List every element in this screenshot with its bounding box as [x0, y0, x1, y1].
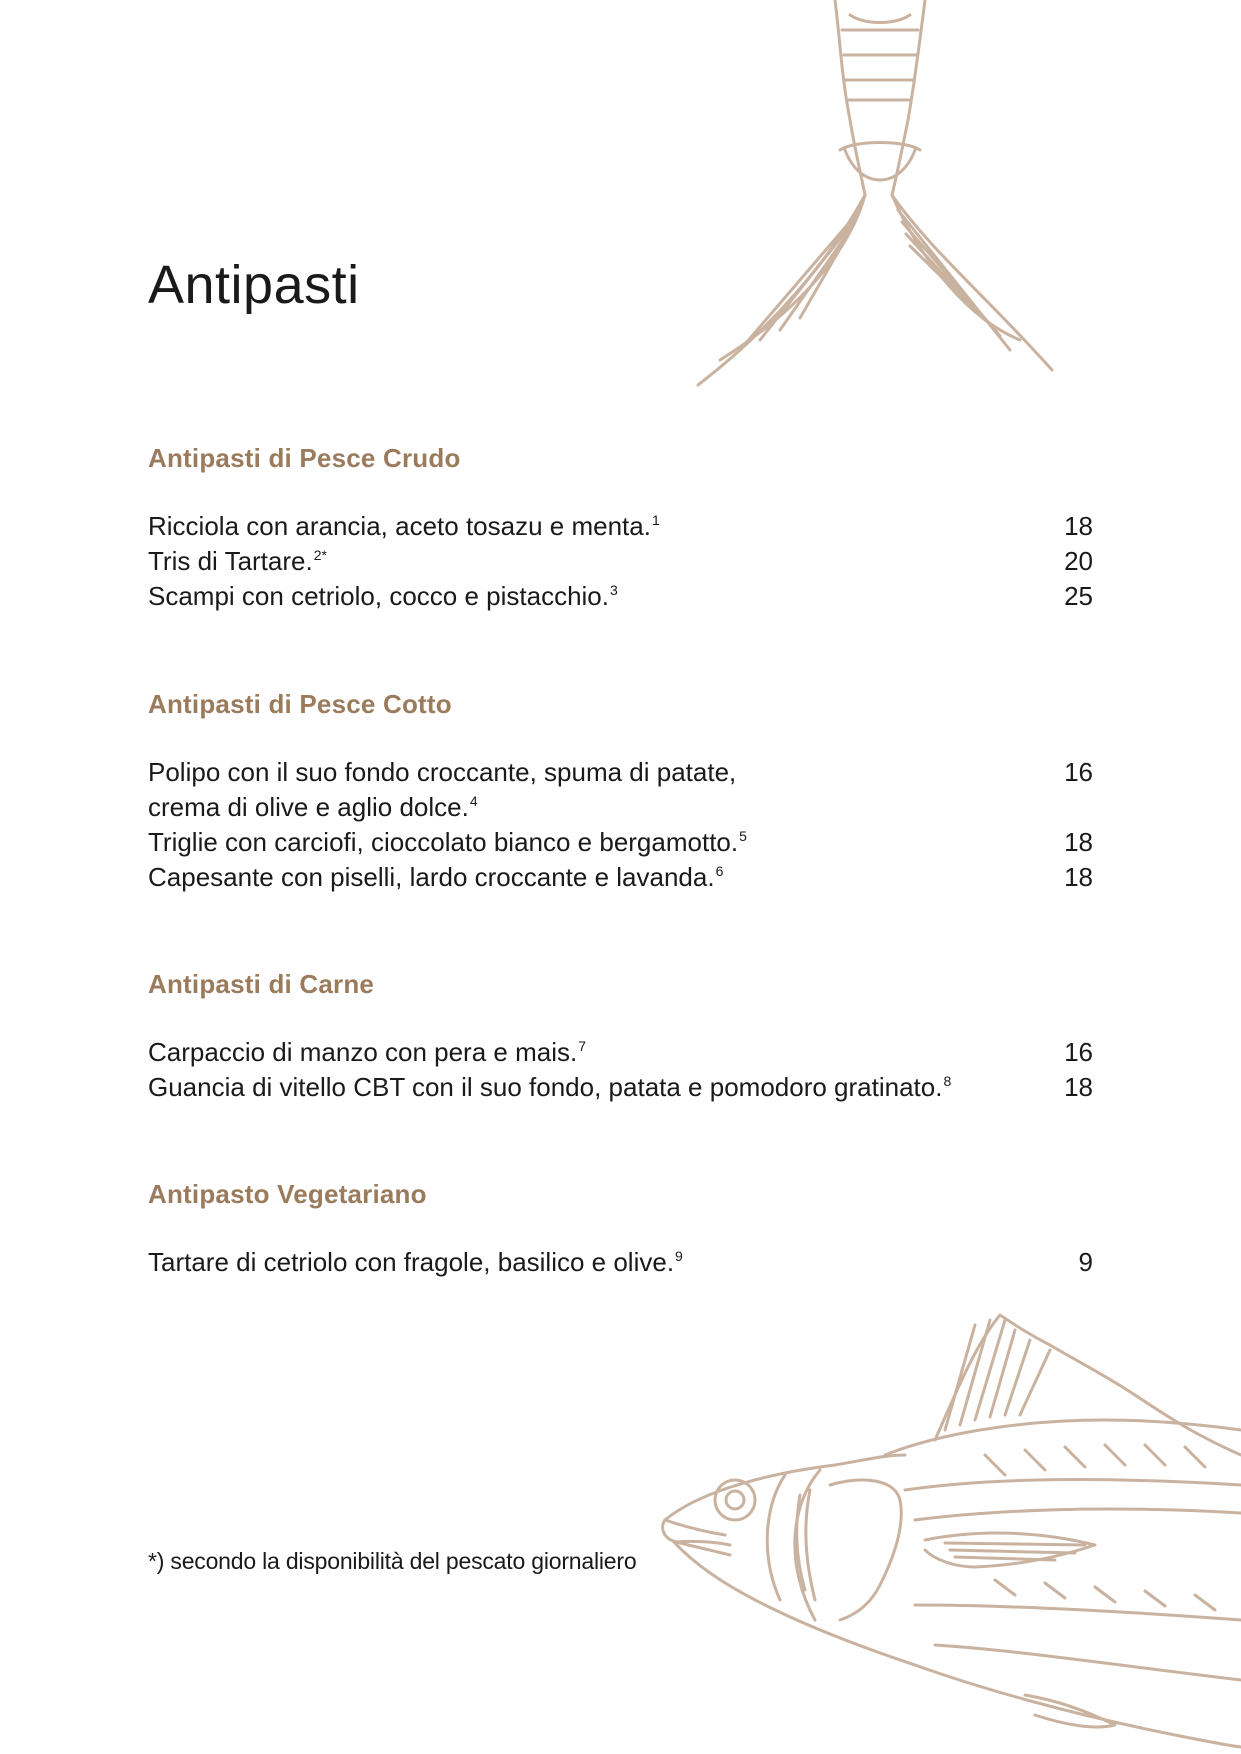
dish-name: Guancia di vitello CBT con il suo fondo, patata e pomodoro gratinato.$^8$	[148, 1072, 952, 1102]
dish-price: 18	[1064, 862, 1093, 892]
dish-price: 9	[1078, 1247, 1093, 1277]
menu-item	[148, 509, 1093, 544]
footnote-ref: 2*	[313, 547, 327, 564]
menu-item	[148, 1035, 1093, 1070]
dish-name: Tris di Tartare.$^{2*}$	[148, 546, 327, 576]
footnote-ref: 8	[943, 1073, 952, 1090]
footnote-ref: 3	[610, 582, 618, 599]
dish-price: 18	[1064, 511, 1093, 541]
dish-price: 18	[1064, 827, 1093, 857]
menu-item	[148, 755, 1093, 825]
footnote-ref: 9	[675, 1248, 683, 1265]
menu-item	[148, 825, 1093, 860]
page-title: Antipasti	[148, 255, 360, 315]
section-title: Antipasti di Pesce Cotto	[148, 689, 452, 719]
footnote-ref: 5	[739, 828, 747, 845]
dish-price: 20	[1064, 546, 1093, 576]
footnote: *) secondo la disponibilità del pescato giornaliero	[148, 1548, 637, 1574]
dish-price: 16	[1064, 757, 1093, 787]
menu-item	[148, 1070, 1093, 1105]
section-carne	[148, 971, 1093, 1105]
footnote-ref: 4	[469, 793, 478, 810]
dish-price: 16	[1064, 1037, 1093, 1067]
footnote-ref: 1	[651, 512, 660, 529]
dish-name: Polipo con il suo fondo croccante, spuma di patate, crema di olive e aglio dolce.$^4$	[148, 757, 737, 822]
menu-item	[148, 1245, 1093, 1280]
menu-item	[148, 579, 1093, 614]
section-vegetariano	[148, 1181, 1093, 1280]
fish-head-icon	[655, 1305, 1241, 1754]
menu-item	[148, 860, 1093, 895]
section-title: Antipasti di Pesce Crudo	[148, 443, 461, 473]
section-title: Antipasto Vegetariano	[148, 1179, 427, 1209]
dish-name: Scampi con cetriolo, cocco e pistacchio.$^3$	[148, 581, 618, 611]
fish-tail-icon	[680, 0, 1060, 390]
menu-item	[148, 544, 1093, 579]
footnote-ref: 6	[715, 863, 724, 880]
section-pesce-cotto	[148, 691, 1093, 895]
dish-name: Capesante con piselli, lardo croccante e lavanda.$^6$	[148, 862, 724, 892]
dish-name: Triglie con carciofi, cioccolato bianco e bergamotto.$^5$	[148, 827, 747, 857]
dish-price: 25	[1064, 581, 1093, 611]
section-pesce-crudo	[148, 445, 1093, 614]
dish-price: 18	[1064, 1072, 1093, 1102]
dish-name: Carpaccio di manzo con pera e mais.$^7$	[148, 1037, 586, 1067]
section-title: Antipasti di Carne	[148, 969, 375, 999]
dish-name: Ricciola con arancia, aceto tosazu e menta.$^1$	[148, 511, 660, 541]
footnote-ref: 7	[578, 1038, 586, 1055]
dish-name: Tartare di cetriolo con fragole, basilico e olive.$^9$	[148, 1247, 683, 1277]
